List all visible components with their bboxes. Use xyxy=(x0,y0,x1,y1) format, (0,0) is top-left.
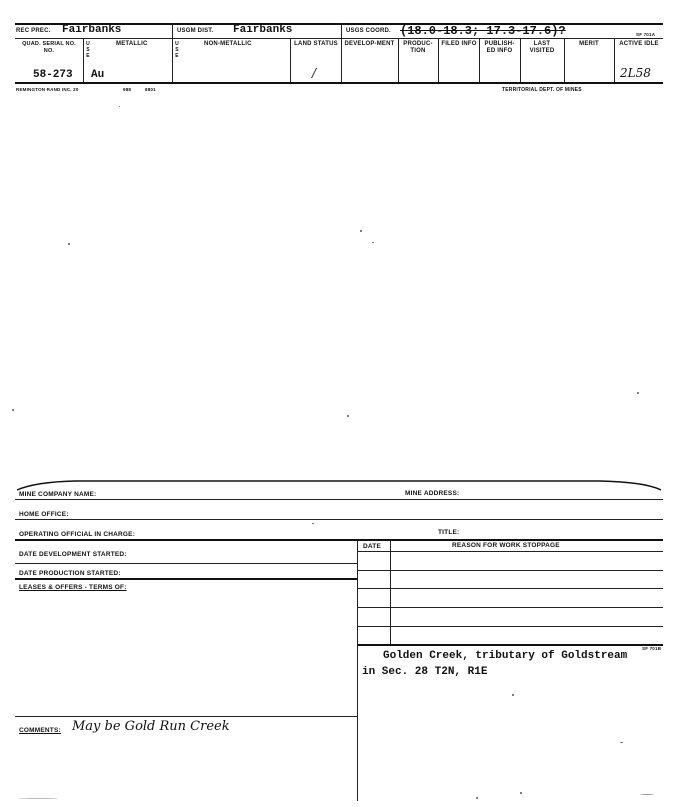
date-development-label: DATE DEVELOPMENT STARTED: xyxy=(19,551,127,558)
card-top-curve xyxy=(15,472,663,494)
comments-value: May be Gold Run Creek xyxy=(72,719,230,734)
form-number-bottom: SF 701B xyxy=(642,646,662,651)
mine-company-label: MINE COMPANY NAME: xyxy=(19,491,97,498)
col-quad-serial: QUAD. SERIAL NO. NO. xyxy=(22,41,76,54)
scan-speck xyxy=(637,392,639,394)
location-line-2: in Sec. 28 T2N, R1E xyxy=(362,666,488,678)
rec-prec-label: REC PREC. xyxy=(16,28,51,34)
divider xyxy=(479,38,480,82)
rule-table xyxy=(357,626,663,627)
printer-code-2: 8801 xyxy=(145,87,156,92)
rule-table xyxy=(357,607,663,608)
record-land-status: / xyxy=(312,66,317,80)
col-metallic: METALLIC xyxy=(116,41,148,47)
rec-prec-value: Fairbanks xyxy=(62,24,122,36)
divider xyxy=(438,38,439,82)
rule-date-dev xyxy=(15,563,357,564)
scan-speck xyxy=(12,409,14,411)
rule-date-prod xyxy=(15,578,357,580)
scan-streak xyxy=(640,794,654,795)
record-quad-serial: 58-273 xyxy=(33,69,73,81)
comments-label: COMMENTS: xyxy=(19,727,61,734)
date-production-label: DATE PRODUCTION STARTED: xyxy=(19,570,121,577)
divider xyxy=(172,23,173,82)
divider xyxy=(83,38,84,82)
divider xyxy=(614,38,615,82)
scan-speck xyxy=(68,243,70,245)
scan-speck xyxy=(520,792,522,794)
usgm-dist-value: Fairbanks xyxy=(233,24,293,36)
scan-speck xyxy=(360,230,362,232)
title-label: TITLE: xyxy=(438,529,460,536)
scan-speck xyxy=(119,106,120,107)
col-production: PRODUC-TION xyxy=(403,41,433,54)
rule-table xyxy=(357,588,663,589)
scan-streak xyxy=(18,798,58,799)
department-name: TERRITORIAL DEPT. OF MINES xyxy=(502,87,582,93)
location-line-1: Golden Creek, tributary of Goldstream xyxy=(383,650,628,662)
col-active-idle: ACTIVE IDLE xyxy=(619,41,659,47)
col-filed-info: FILED INFO xyxy=(441,41,477,47)
rule-operating xyxy=(15,539,663,541)
col-nonmetallic: NON-METALLIC xyxy=(204,41,252,47)
printer-credit: REMINGTON RAND INC. 20 xyxy=(16,87,79,92)
scan-speck xyxy=(312,523,314,524)
divider xyxy=(290,38,291,82)
record-active-idle: 2L58 xyxy=(620,66,651,80)
usgs-coord-value: (18.0-18.3; 17.3-17.6)? xyxy=(400,24,566,38)
operating-official-label: OPERATING OFFICIAL IN CHARGE: xyxy=(19,531,136,538)
divider xyxy=(341,23,342,82)
form-number-top: SF 701A xyxy=(636,32,656,37)
col-use-nonmetallic: USE xyxy=(175,41,179,59)
rule-mine-company xyxy=(15,499,663,500)
home-office-label: HOME OFFICE: xyxy=(19,511,69,518)
scan-speck xyxy=(347,415,349,417)
divider xyxy=(520,38,521,82)
rule-table xyxy=(357,551,663,552)
header-rule xyxy=(15,38,663,39)
col-published-info: PUBLISH-ED INFO xyxy=(484,41,515,54)
rule-table xyxy=(357,570,663,571)
scan-speck xyxy=(372,242,374,243)
bottom-rule xyxy=(15,82,663,84)
divider xyxy=(398,38,399,82)
rule-table xyxy=(357,644,663,646)
rule-comments xyxy=(15,716,357,717)
divider xyxy=(357,539,358,801)
usgs-coord-label: USGS COORD. xyxy=(346,28,391,34)
divider xyxy=(390,539,391,645)
printer-code-1: 988 xyxy=(123,87,132,92)
col-land-status: LAND STATUS xyxy=(294,41,338,47)
reason-column-header: REASON FOR WORK STOPPAGE xyxy=(452,542,560,549)
leases-label: LEASES & OFFERS - TERMS OF: xyxy=(19,584,127,591)
col-last-visited: LAST VISITED xyxy=(529,41,555,54)
scan-speck xyxy=(476,797,478,799)
col-merit: MERIT xyxy=(579,41,599,47)
divider xyxy=(564,38,565,82)
col-use-metallic: USE xyxy=(86,41,90,59)
rule-home-office xyxy=(15,519,663,520)
record-metallic: Au xyxy=(91,69,105,81)
mine-address-label: MINE ADDRESS: xyxy=(405,490,460,497)
usgm-dist-label: USGM DIST. xyxy=(177,28,214,34)
scan-speck xyxy=(512,694,514,696)
date-column-header: DATE xyxy=(363,543,382,550)
scan-speck xyxy=(620,742,623,743)
col-development: DEVELOP-MENT xyxy=(344,41,395,47)
